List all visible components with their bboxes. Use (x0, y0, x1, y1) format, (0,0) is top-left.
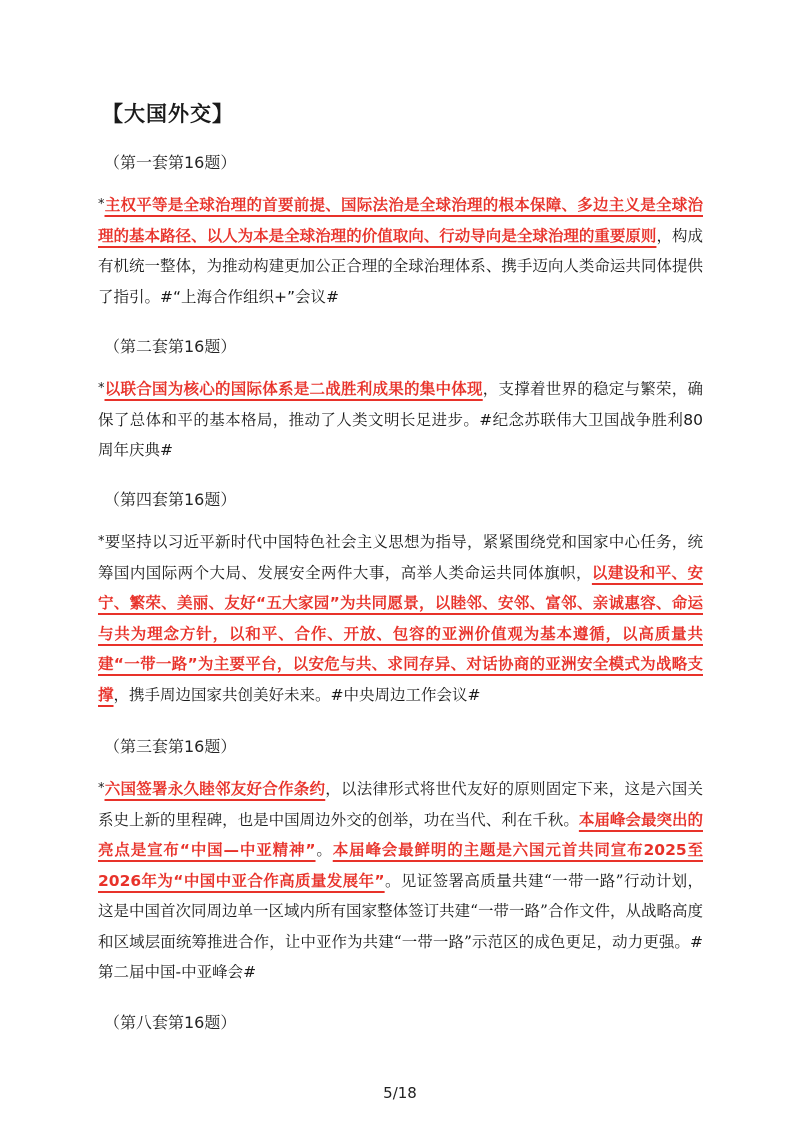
page-number: 5/18 (383, 1084, 417, 1102)
bullet-star: * (98, 197, 105, 212)
topic-tag: #纪念苏联伟大卫国战争胜利80周年庆典# (98, 410, 703, 459)
set-label-5: （第八套第16题） (104, 1013, 237, 1032)
highlight-text: 六国签署永久睦邻友好合作条约 (104, 780, 326, 798)
topic-tag: #第二届中国-中亚峰会# (98, 932, 703, 981)
paragraph-4 (98, 774, 703, 988)
body-text: 。见证签署高质量共建“一带一路”行动计划，这是中国首次同周边单一区域内所有国家整体签订共建“一带一路”合作文件，从战略高度和区域层面统筹推进合作，让中亚作为共建“一带一路”示范区的成色更足，动力更强。 (98, 871, 703, 951)
set-label-1: （第一套第16题） (104, 153, 237, 172)
highlight-text: 本届峰会最鲜明的主题是六国元首共同宣布2025至2026年为“中国中亚合作高质量发展年” (98, 841, 703, 890)
set-label-3: （第四套第16题） (104, 490, 237, 509)
set-label-2: （第二套第16题） (104, 337, 237, 356)
body-text: ，构成有机统一整体，为推动构建更加公正合理的全球治理体系、携手迈向人类命运共同体提供了指引。 (98, 226, 703, 306)
paragraph-2 (98, 374, 703, 466)
highlight-text: 以联合国为核心的国际体系是二战胜利成果的集中体现 (104, 380, 483, 398)
bullet-star: * (98, 534, 105, 549)
body-text: 。 (315, 841, 333, 859)
section-heading: 【大国外交】 (102, 102, 234, 126)
highlight-text: 本届峰会最突出的亮点是宣布“中国—中亚精神” (98, 810, 703, 859)
bullet-star: * (98, 381, 105, 396)
paragraph-3 (98, 527, 703, 710)
body-text: ，支撑着世界的稳定与繁荣，确保了总体和平的基本格局，推动了人类文明长足进步。 (98, 380, 703, 429)
body-text: 要坚持以习近平新时代中国特色社会主义思想为指导，紧紧围绕党和国家中心任务，统筹国内国际两个大局、发展安全两件大事，高举人类命运共同体旗帜， (98, 533, 703, 582)
body-text: ，以法律形式将世代友好的原则固定下来，这是六国关系史上新的里程碑，也是中国周边外交的创举，功在当代、利在千秋。 (98, 780, 703, 829)
set-label-4: （第三套第16题） (104, 737, 237, 756)
topic-tag: #“上海合作组织+”会议# (160, 287, 340, 306)
paragraph-1 (98, 190, 703, 312)
topic-tag: #中央周边工作会议# (330, 685, 481, 704)
bullet-star: * (98, 781, 105, 796)
body-text: ，携手周边国家共创美好未来。 (113, 685, 331, 704)
highlight-text: 主权平等是全球治理的首要前提、国际法治是全球治理的根本保障、多边主义是全球治理的基本路径、以人为本是全球治理的价值取向、行动导向是全球治理的重要原则 (98, 196, 703, 245)
highlight-text: 以建设和平、安宁、繁荣、美丽、友好“五大家园”为共同愿景，以睦邻、安邻、富邻、亲诚惠容、命运与共为理念方针，以和平、合作、开放、包容的亚洲价值观为基本遵循，以高质量共建“一带一路”为主要平台，以安危与共、求同存异、对话协商的亚洲安全模式为战略支撑 (98, 563, 703, 704)
